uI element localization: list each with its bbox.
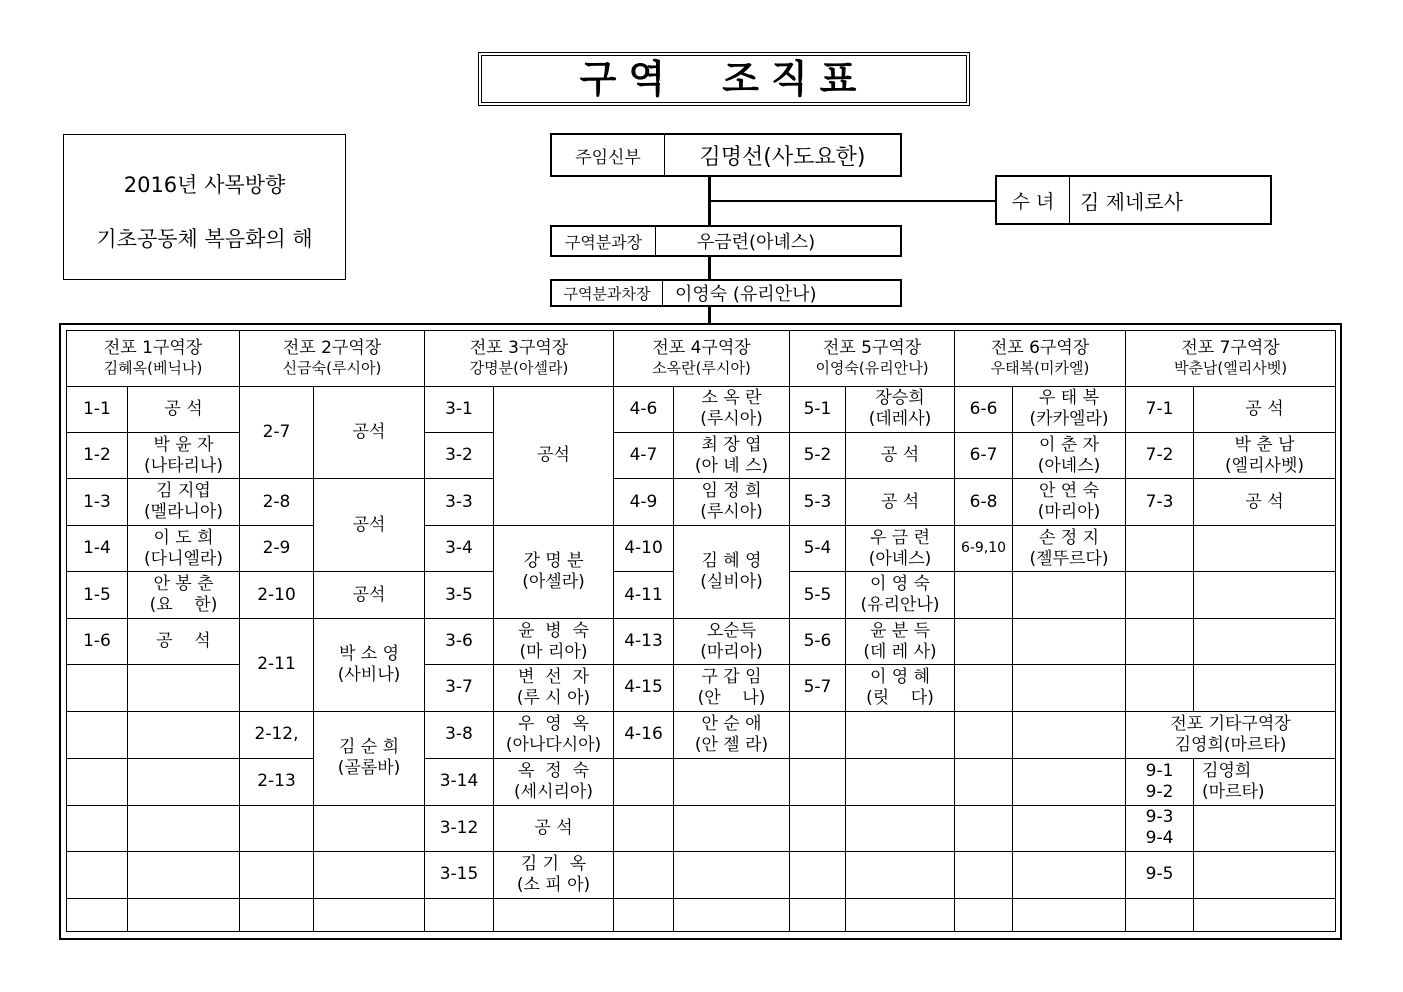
section-no: 6-6 [955,386,1013,432]
district-table [66,330,1336,932]
section-no: 4-11 [614,572,674,618]
section-no: 3-8 [425,711,494,758]
section-member: 안 연 숙 (마리아) [1013,479,1126,525]
empty-cell [1013,572,1126,618]
district-2-header: 전포 2구역장 신금숙(루시아) [240,331,425,387]
section-no: 3-5 [425,572,494,618]
empty-cell [128,852,240,898]
empty-cell [314,852,425,898]
section-member: 안 봉 춘 (요 한) [128,572,240,618]
section-no: 7-2 [1126,433,1194,479]
section-no: 3-1 [425,386,494,432]
section-member: 공석 [314,572,425,618]
empty-cell [674,852,790,898]
section-member: 이 영 혜 (릿 다) [846,665,955,711]
empty-cell [674,898,790,931]
sister-box [995,175,1272,225]
section-member: 박 춘 남 (엘리사벳) [1194,433,1336,479]
empty-cell [790,711,846,758]
district-6-header: 전포 6구역장 우태복(미카엘) [955,331,1126,387]
subchief-label: 구역분과차장 [563,284,651,303]
section-no: 1-2 [67,433,128,479]
district-1-header: 전포 1구역장 김혜옥(베닉나) [67,331,240,387]
section-member: 이 춘 자 (아녜스) [1013,433,1126,479]
section-member: 공석 [494,386,614,525]
empty-cell [790,898,846,931]
section-no: 4-9 [614,479,674,525]
empty-cell [614,759,674,805]
section-member: 공 석 [128,386,240,432]
sister-label: 수 녀 [1011,190,1055,213]
section-no: 5-7 [790,665,846,711]
section-no: 3-7 [425,665,494,711]
section-no: 2-11 [240,618,314,711]
section-member: 옥 정 숙 (세시리아) [494,759,614,805]
empty-cell [128,805,240,851]
empty-cell [240,805,314,851]
empty-cell [1194,665,1336,711]
empty-cell [846,852,955,898]
section-member: 공 석 [846,479,955,525]
empty-cell [955,572,1013,618]
chief-name: 우금련(아녜스) [696,232,816,253]
section-no: 3-15 [425,852,494,898]
empty-cell [494,898,614,931]
district-7-header: 전포 7구역장 박춘남(엘리사벳) [1126,331,1336,387]
section-no: 2-7 [240,386,314,479]
empty-cell [790,852,846,898]
chief-label: 구역분과장 [564,232,643,252]
section-member: 최 장 엽 (아 녜 스) [674,433,790,479]
section-no: 3-4 [425,525,494,571]
section-no: 7-3 [1126,479,1194,525]
empty-cell [1194,852,1336,898]
pastoral-vision-box [63,134,346,280]
empty-cell [846,898,955,931]
section-member: 공 석 [846,433,955,479]
section-no: 9-5 [1126,852,1194,898]
section-member: 변 선 자 (루 시 아) [494,665,614,711]
chief-box [550,225,902,257]
subchief-name: 이영숙 (유리안나) [675,284,817,305]
section-no: 7-1 [1126,386,1194,432]
empty-cell [674,805,790,851]
sister-name: 김 제네로사 [1080,189,1183,214]
empty-cell [846,805,955,851]
section-no: 4-6 [614,386,674,432]
empty-cell [1194,572,1336,618]
section-member: 공석 [314,386,425,479]
empty-cell [614,898,674,931]
section-member: 우 태 복 (카카엘라) [1013,386,1126,432]
empty-cell [240,852,314,898]
empty-cell [955,805,1013,851]
empty-cell [846,711,955,758]
empty-cell [955,759,1013,805]
section-member: 공 석 [494,805,614,851]
section-member: 공석 [314,479,425,572]
page-title-box [478,52,970,106]
section-no: 5-3 [790,479,846,525]
empty-cell [614,805,674,851]
empty-cell [1194,525,1336,571]
section-member: 공 석 [1194,386,1336,432]
section-no: 4-7 [614,433,674,479]
section-no: 6-8 [955,479,1013,525]
section-member: 임 정 희 (루시아) [674,479,790,525]
section-member: 김 지엽 (멜라니아) [128,479,240,525]
section-member: 소 옥 란 (루시아) [674,386,790,432]
section-member: 김 순 희 (골롬바) [314,711,425,805]
section-member: 손 정 지 (젤뚜르다) [1013,525,1126,571]
empty-cell [955,898,1013,931]
empty-cell [128,759,240,805]
section-member: 김 기 옥 (소 피 아) [494,852,614,898]
section-no: 1-6 [67,618,128,664]
empty-cell [240,898,314,931]
empty-cell [955,852,1013,898]
section-no: 2-8 [240,479,314,525]
connector-chief-subchief [708,257,711,279]
section-member: 윤 병 숙 (마 리아) [494,618,614,664]
vision-theme-line: 기초공동체 복음화의 해 [96,227,313,251]
empty-cell [67,805,128,851]
district-3-header: 전포 3구역장 강명분(아셀라) [425,331,614,387]
empty-cell [128,711,240,758]
empty-cell [1013,898,1126,931]
section-no: 3-14 [425,759,494,805]
section-no: 4-10 [614,525,674,571]
connector-sister [710,200,995,202]
section-no: 5-2 [790,433,846,479]
section-no: 5-4 [790,525,846,571]
section-member: 박 윤 자 (나타리나) [128,433,240,479]
section-member: 윤 분 득 (데 레 사) [846,618,955,664]
empty-cell [314,898,425,931]
section-no: 5-1 [790,386,846,432]
empty-cell [790,759,846,805]
section-no: 2-13 [240,759,314,805]
pastor-label: 주임신부 [575,147,641,168]
section-member: 장승희 (데레사) [846,386,955,432]
empty-cell [1013,665,1126,711]
empty-cell [425,898,494,931]
empty-cell [1013,852,1126,898]
section-member: 우 금 련 (아녜스) [846,525,955,571]
empty-cell [67,711,128,758]
section-no: 2-10 [240,572,314,618]
empty-cell [614,852,674,898]
section-member: 오순득 (마리아) [674,618,790,664]
empty-cell [67,759,128,805]
empty-cell [67,898,128,931]
empty-cell [955,711,1013,758]
empty-cell [1013,759,1126,805]
empty-cell [1126,618,1194,664]
empty-cell [1126,572,1194,618]
section-member: 박 소 영 (사비나) [314,618,425,711]
section-no: 3-6 [425,618,494,664]
pastor-box [550,133,902,177]
section-member: 우 영 옥 (아나다시아) [494,711,614,758]
empty-cell [1126,525,1194,571]
section-no: 1-5 [67,572,128,618]
empty-cell [128,898,240,931]
empty-cell [314,805,425,851]
empty-cell [1013,711,1126,758]
empty-cell [1194,618,1336,664]
empty-cell [1126,898,1194,931]
section-member: 강 명 분 (아셀라) [494,525,614,618]
vision-year-line: 2016년 사목방향 [123,173,286,197]
section-no: 9-3 9-4 [1126,805,1194,851]
empty-cell [955,618,1013,664]
section-no: 6-9,10 [955,525,1013,571]
section-no: 9-1 9-2 [1126,759,1194,805]
section-member: 안 순 애 (안 젤 라) [674,711,790,758]
section-no: 1-4 [67,525,128,571]
empty-cell [1013,618,1126,664]
district-other-header: 전포 기타구역장 김영희(마르타) [1126,711,1336,758]
empty-cell [790,805,846,851]
section-no: 4-16 [614,711,674,758]
section-no: 4-13 [614,618,674,664]
district-5-header: 전포 5구역장 이영숙(유리안나) [790,331,955,387]
section-no: 5-6 [790,618,846,664]
section-member: 구 갑 임 (안 나) [674,665,790,711]
pastor-name: 김명선(사도요한) [699,144,866,170]
district-4-header: 전포 4구역장 소옥란(루시아) [614,331,790,387]
empty-cell [67,852,128,898]
empty-cell [1194,898,1336,931]
section-no: 3-12 [425,805,494,851]
section-no: 2-9 [240,525,314,571]
page-title: 구역 조직표 [579,57,869,101]
section-member: 이 도 희 (다니엘라) [128,525,240,571]
section-no: 2-12, [240,711,314,758]
section-no: 6-7 [955,433,1013,479]
section-no: 3-2 [425,433,494,479]
empty-cell [674,759,790,805]
section-member: 이 영 숙 (유리안나) [846,572,955,618]
subchief-box [550,279,902,307]
section-member: 김영희 (마르타) [1194,759,1336,805]
empty-cell [67,665,128,711]
section-member: 김 혜 영 (실비아) [674,525,790,618]
empty-cell [128,665,240,711]
section-no: 1-3 [67,479,128,525]
section-member: 공 석 [128,618,240,664]
section-member: 공 석 [1194,479,1336,525]
section-no: 4-15 [614,665,674,711]
empty-cell [846,759,955,805]
empty-cell [1194,805,1336,851]
section-no: 1-1 [67,386,128,432]
connector-subchief-table [708,307,711,324]
section-no: 5-5 [790,572,846,618]
section-no: 3-3 [425,479,494,525]
empty-cell [1126,665,1194,711]
empty-cell [1013,805,1126,851]
empty-cell [955,665,1013,711]
